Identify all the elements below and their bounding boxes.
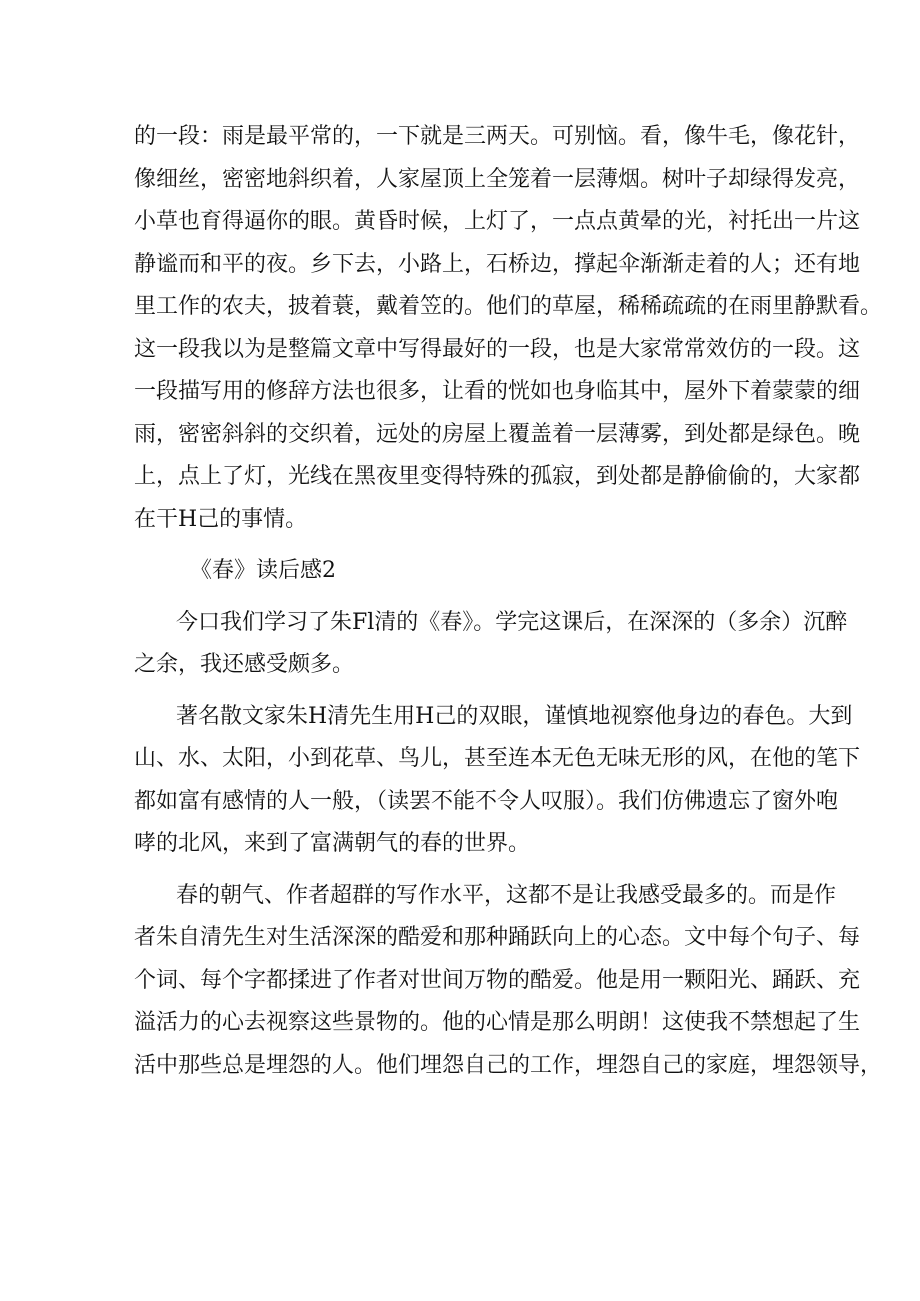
text-line: 小草也育得逼你的眼。黄昏时候，上灯了，一点点黄晕的光，衬托出一片这: [134, 209, 861, 234]
paragraph-reflection: [134, 875, 883, 1088]
text-line: 活中那些总是埋怨的人。他们埋怨自己的工作，埋怨自己的家庭，埋怨领导，: [134, 1052, 883, 1078]
text-line: 哮的北风，来到了富满朝气的春的世界。: [134, 831, 531, 856]
paragraph-rain: [134, 116, 883, 541]
paragraph-observation: [134, 696, 861, 866]
text-line: 今口我们学习了朱Fl清的《春》。学完这课后，在深深的（多余）沉醉: [176, 609, 848, 635]
text-line: 里工作的农夫，披着蓑，戴着笠的。他们的草屋，稀稀疏疏的在雨里静默看。: [134, 294, 883, 319]
text-line: 雨，密密斜斜的交织着，远处的房屋上覆盖着一层薄雾，到处都是绿色。晚: [134, 421, 861, 447]
text-line: 春的朝气、作者超群的写作水平，这都不是让我感受最多的。而是作: [176, 882, 837, 908]
paragraph-intro: [134, 602, 848, 687]
text-line: 的一段：雨是最平常的，一下就是三两天。可别恼。看，像牛毛，像花针，: [134, 124, 861, 149]
text-line: 溢活力的心去视察这些景物的。他的心情是那么明朗！这使我不禁想起了生: [134, 1010, 861, 1035]
text-line: 像细丝，密密地斜织着，人家屋顶上全笼着一层薄烟。树叶子却绿得发亮，: [134, 166, 861, 192]
text-line: 静谧而和平的夜。乡下去，小路上，石桥边，撑起伞渐渐走着的人；还有地: [134, 251, 861, 277]
text-line: 者朱自清先生对生活深深的酷爱和那种踊跃向上的心态。文中每个句子、每: [134, 925, 861, 950]
document-body: [134, 116, 883, 1087]
text-line: 在干H己的事情。: [134, 506, 308, 532]
text-line: 著名散文家朱H清先生用H己的双眼，谨慎地视察他身边的春色。大到: [176, 703, 853, 729]
section-title: 《春》读后感2: [190, 558, 336, 583]
text-line: 这一段我以为是整篇文章中写得最好的一段，也是大家常常效仿的一段。这: [134, 336, 861, 362]
text-line: 上，点上了灯，光线在黑夜里变得特殊的孤寂，到处都是静偷偷的，大家都: [134, 464, 861, 489]
text-line: 之余，我还感受颇多。: [134, 652, 355, 677]
text-line: 山、水、太阳，小到花草、鸟儿，甚至连本无色无味无形的风，在他的笔下: [134, 746, 861, 771]
text-line: 都如富有感情的人一般，（读罢不能不令人叹服）。我们仿佛遗忘了窗外咆: [134, 788, 839, 814]
section-title-block: [134, 550, 794, 593]
text-line: 个词、每个字都揉进了作者对世间万物的酷爱。他是用一颗阳光、踊跃、充: [134, 967, 861, 993]
text-line: 一段描写用的修辞方法也很多，让看的恍如也身临其中，屋外下着蒙蒙的细: [134, 379, 861, 404]
